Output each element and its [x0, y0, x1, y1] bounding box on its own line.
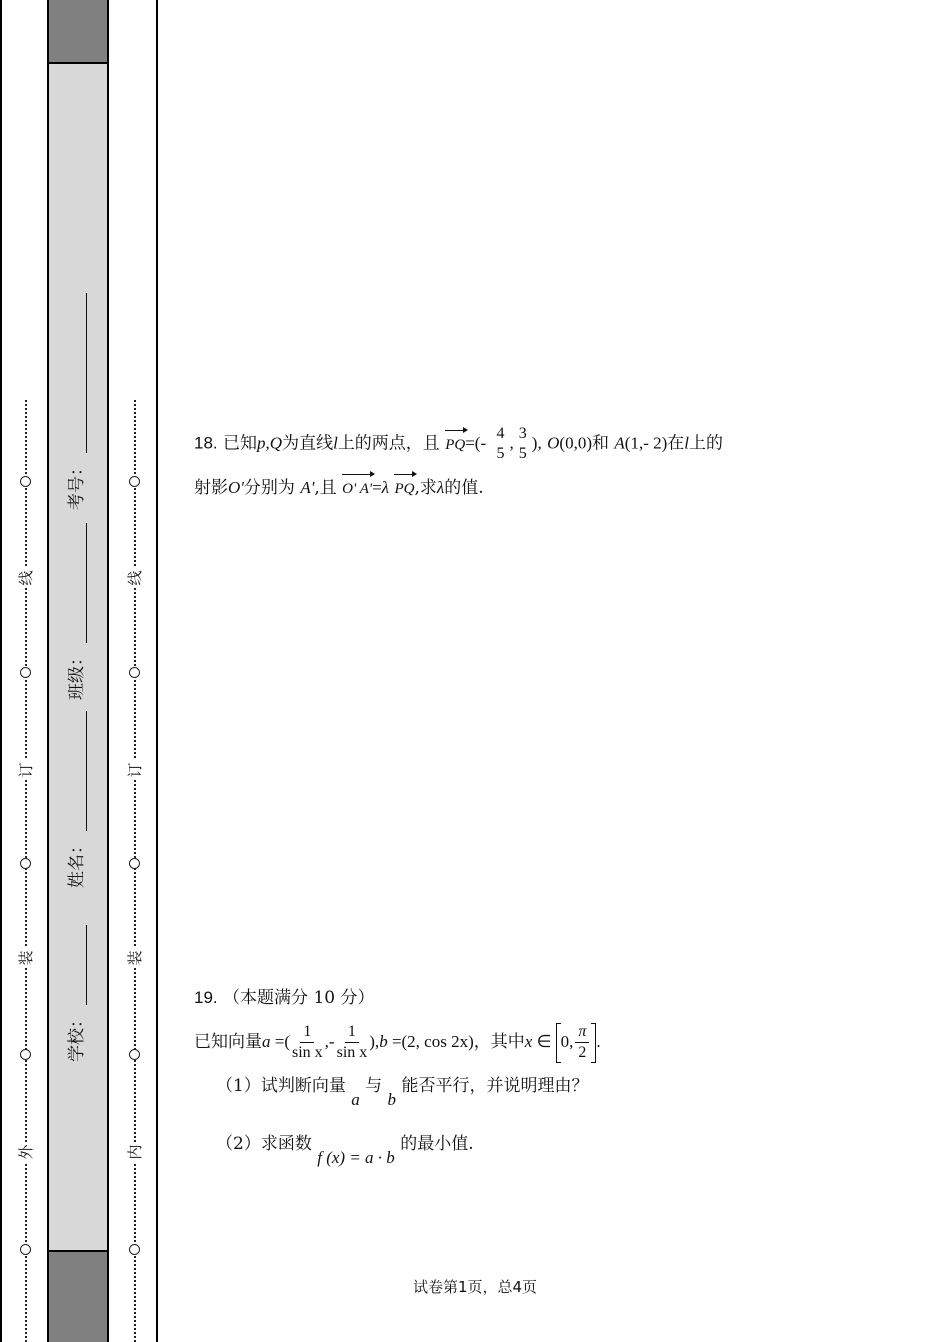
- panel-cap-top: [49, 0, 107, 64]
- lambda-symbol: λ: [381, 478, 390, 497]
- seal-circle: [129, 667, 140, 678]
- point-A-prime: A': [300, 478, 315, 497]
- q18-text: ,求: [414, 478, 437, 498]
- inner-border-line: [156, 0, 158, 1342]
- seal-circle: [129, 476, 140, 487]
- school-field[interactable]: [62, 925, 87, 1062]
- seal-circle: [129, 858, 140, 869]
- inner-mark-xian: 线: [125, 568, 145, 588]
- question-number: 19.: [194, 988, 218, 1007]
- frac-num: 1: [345, 1022, 359, 1043]
- outer-seal-line: [25, 400, 27, 1342]
- q18-text: ,: [509, 433, 514, 453]
- seal-circle: [20, 667, 31, 678]
- var-l: l: [684, 433, 689, 453]
- seal-circle: [20, 1244, 31, 1255]
- var-l: l: [333, 433, 338, 453]
- class-label: 班级：: [67, 649, 87, 700]
- seal-circle: [20, 858, 31, 869]
- frac-den: sin x: [292, 1044, 323, 1061]
- question-19-part-1: [216, 1072, 589, 1109]
- fraction-4-5: [494, 424, 508, 464]
- vector-PQ: PQ: [445, 431, 465, 459]
- question-18-line-2: [194, 474, 484, 503]
- class-field[interactable]: [62, 523, 87, 700]
- school-label: 学校：: [67, 1011, 87, 1062]
- question-19-part-2: [216, 1130, 474, 1167]
- frac-num: 4: [496, 425, 505, 442]
- O-coords: (0,0): [559, 433, 592, 453]
- vector-b: b: [387, 1090, 397, 1109]
- exam-no-blank[interactable]: [66, 293, 87, 453]
- outer-mark-zhuang: 装: [16, 948, 36, 968]
- A-coords: (1,- 2): [624, 433, 668, 453]
- question-19-header: [194, 984, 375, 1012]
- q18-text: =: [372, 478, 382, 497]
- binding-strip: [0, 0, 160, 1342]
- q18-text: 的值.: [444, 478, 484, 498]
- outer-mark-wai: 外: [16, 1142, 36, 1162]
- seal-circle: [20, 1049, 31, 1060]
- inner-mark-ding: 订: [125, 760, 145, 780]
- vector-PQ: PQ: [394, 475, 414, 503]
- q18-text: 在: [667, 433, 685, 454]
- frac-den: 5: [518, 445, 527, 462]
- q19-text: ，其中: [473, 1032, 525, 1052]
- q18-text: 上的两点，且: [337, 433, 440, 454]
- q19-text: =(2, cos 2x): [387, 1032, 474, 1051]
- q18-text: ,且: [314, 478, 337, 498]
- inner-mark-nei: 内: [125, 1142, 145, 1162]
- q19-score-note: （本题满分 10 分）: [223, 988, 375, 1008]
- point-O: O: [547, 433, 560, 453]
- var-p: p: [257, 433, 266, 453]
- exam-no-label: 考号：: [67, 459, 87, 510]
- name-blank[interactable]: [66, 711, 87, 831]
- inner-seal-line: [134, 400, 136, 1342]
- q18-text: 为直线: [282, 433, 334, 454]
- q19-part2-text: 的最小值.: [400, 1134, 474, 1154]
- q18-text: ),: [531, 433, 542, 453]
- question-18-line-1: [194, 424, 723, 464]
- fraction-1-sinx: [292, 1022, 323, 1063]
- q19-text: =(: [270, 1032, 290, 1051]
- q18-text: ,: [265, 433, 270, 453]
- frac-num: 3: [518, 425, 527, 442]
- fraction-pi-2: [575, 1022, 589, 1063]
- page-footer: 试卷第1页，总4页: [412, 1278, 538, 1296]
- q19-text: ),: [369, 1032, 380, 1051]
- outer-mark-xian: 线: [16, 568, 36, 588]
- var-Q: Q: [269, 433, 283, 453]
- seal-circle: [129, 1244, 140, 1255]
- q19-part1-text: （1）试判断向量: [216, 1076, 346, 1096]
- frac-den: 2: [578, 1044, 587, 1061]
- frac-den: sin x: [336, 1044, 368, 1061]
- q18-text: 射影: [194, 478, 228, 498]
- frac-num: π: [575, 1022, 589, 1043]
- q19-text: 0,: [560, 1032, 574, 1051]
- q18-text: =(-: [465, 433, 487, 453]
- q18-text: 已知: [223, 433, 258, 454]
- school-blank[interactable]: [66, 925, 87, 1005]
- frac-den: 5: [496, 445, 505, 462]
- fraction-1-sinx: [337, 1022, 368, 1063]
- question-19-stem: [194, 1022, 601, 1063]
- vector-a: a: [262, 1032, 271, 1051]
- q18-text: 和: [591, 433, 609, 454]
- seal-circle: [20, 476, 31, 487]
- q19-part1-text: 能否平行，并说明理由？: [401, 1076, 589, 1096]
- frac-num: 1: [300, 1022, 314, 1043]
- vector-b: b: [379, 1032, 388, 1051]
- point-O-prime: O': [228, 478, 244, 497]
- q18-text: 上的: [689, 433, 723, 454]
- q18-text: 分别为: [243, 478, 295, 498]
- q19-part1-text: 与: [365, 1076, 383, 1096]
- question-number: 18.: [194, 433, 218, 453]
- fraction-3-5: [516, 424, 530, 464]
- name-field[interactable]: [62, 711, 87, 888]
- point-A: A: [614, 433, 625, 453]
- exam-no-field[interactable]: [62, 293, 87, 510]
- function-f: f (x) = a · b: [317, 1148, 395, 1167]
- inner-mark-zhuang: 装: [125, 948, 145, 968]
- lambda-symbol: λ: [436, 478, 445, 497]
- q19-text: ∈: [532, 1032, 556, 1051]
- var-x: x: [524, 1032, 533, 1051]
- vector-OA-prime: O' A': [342, 475, 372, 503]
- outer-mark-ding: 订: [16, 760, 36, 780]
- q19-text: .: [596, 1032, 601, 1051]
- name-label: 姓名：: [67, 837, 87, 888]
- class-blank[interactable]: [66, 523, 87, 643]
- q19-text: ,-: [324, 1032, 335, 1051]
- vector-a: a: [351, 1090, 360, 1109]
- outer-border-line: [0, 0, 2, 1342]
- q19-text: 已知向量: [194, 1032, 262, 1052]
- q19-part2-text: （2）求函数: [216, 1134, 312, 1154]
- seal-circle: [129, 1049, 140, 1060]
